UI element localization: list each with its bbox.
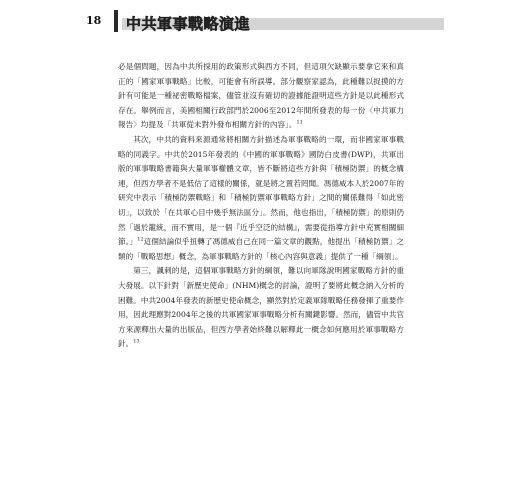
footnote-ref-11: 11 [296, 119, 303, 126]
paragraph-2 [118, 133, 404, 264]
running-title: 中共軍事戰略演進 [126, 15, 251, 33]
footnote-ref-13: 13 [133, 338, 140, 345]
footnote-ref-12: 12 [137, 236, 144, 243]
paragraph-2-text-after: 這個結論似乎扭轉了馮德威自己在同一篇文章的觀點，他提出「積極防禦」之類的「戰略思想」概念，為軍事戰略方針的「核心內容與意義」提供了一種「綱領」。 [118, 237, 405, 261]
page-number: 18 [86, 14, 102, 27]
paragraph-3-text: 第三，諷刺的是，這個軍事戰略方針的綱領，難以向軍隊說明國家戰略方針的重大發展。以下針對「新歷史使命」(NHM)概念的討論，證明了要將此概念納入分析的困難。中共2004年發表的新歷史使命概念，顯然對於定義軍隊戰略任務發揮了重要作用，因此理應對2004年之後的共軍國家軍事戰略分析有關鍵影響。然而，儘管中共官方來源釋出大量的出版品，但西方學者始終難以解釋此一概念如何應用於軍事戰略方針。 [118, 266, 404, 349]
header-rule [114, 10, 118, 32]
paragraph-3 [118, 264, 404, 352]
body-text [118, 60, 404, 352]
paragraph-1-text: 必是個問題，因為中共所採用的政策形式與西方不同，但這項欠缺顯示要拿它來和真正的「國家軍事戰略」比較，可能會有所誤導。部分觀察家認為，此種難以捉摸的方針有可能是一種祕密戰略檔案，儘管並沒有確切的證據能證明這些方針是以此種形式存在。舉例而言，美國相關行政部門於2006至2012年間所發表的每一份〈中共軍力報告〉均提及「共軍從未對外發布相關方針的內容」。 [118, 62, 404, 130]
paragraph-2-text: 其次，中共的資料來源通常將相關方針描述為軍事戰略的一環，而非國家軍事戰略的同義字。中共於2015年發表的《中國的軍事戰略》國防白皮書(DWP)，共軍出版的軍事戰略書籍與大量軍事權體文章，皆不斷將這些方針與「積極防禦」的概念構連，但西方學者不是低估了這樣的關係，就是將之置若罔聞。馮德威本人於2007年的研究中表示「積極防禦戰略」和「積極防禦軍事戰略方針」之間的關係難得「如此密切」，以致於「在共軍心目中幾乎無法區分」。然而，他也指出，「積極防禦」的原則仍然「過於籠統，而不實用，是一個『近乎空泛的結構』，需要從指導方針中充實相關細節。」 [118, 134, 404, 247]
paragraph-1 [118, 60, 404, 133]
